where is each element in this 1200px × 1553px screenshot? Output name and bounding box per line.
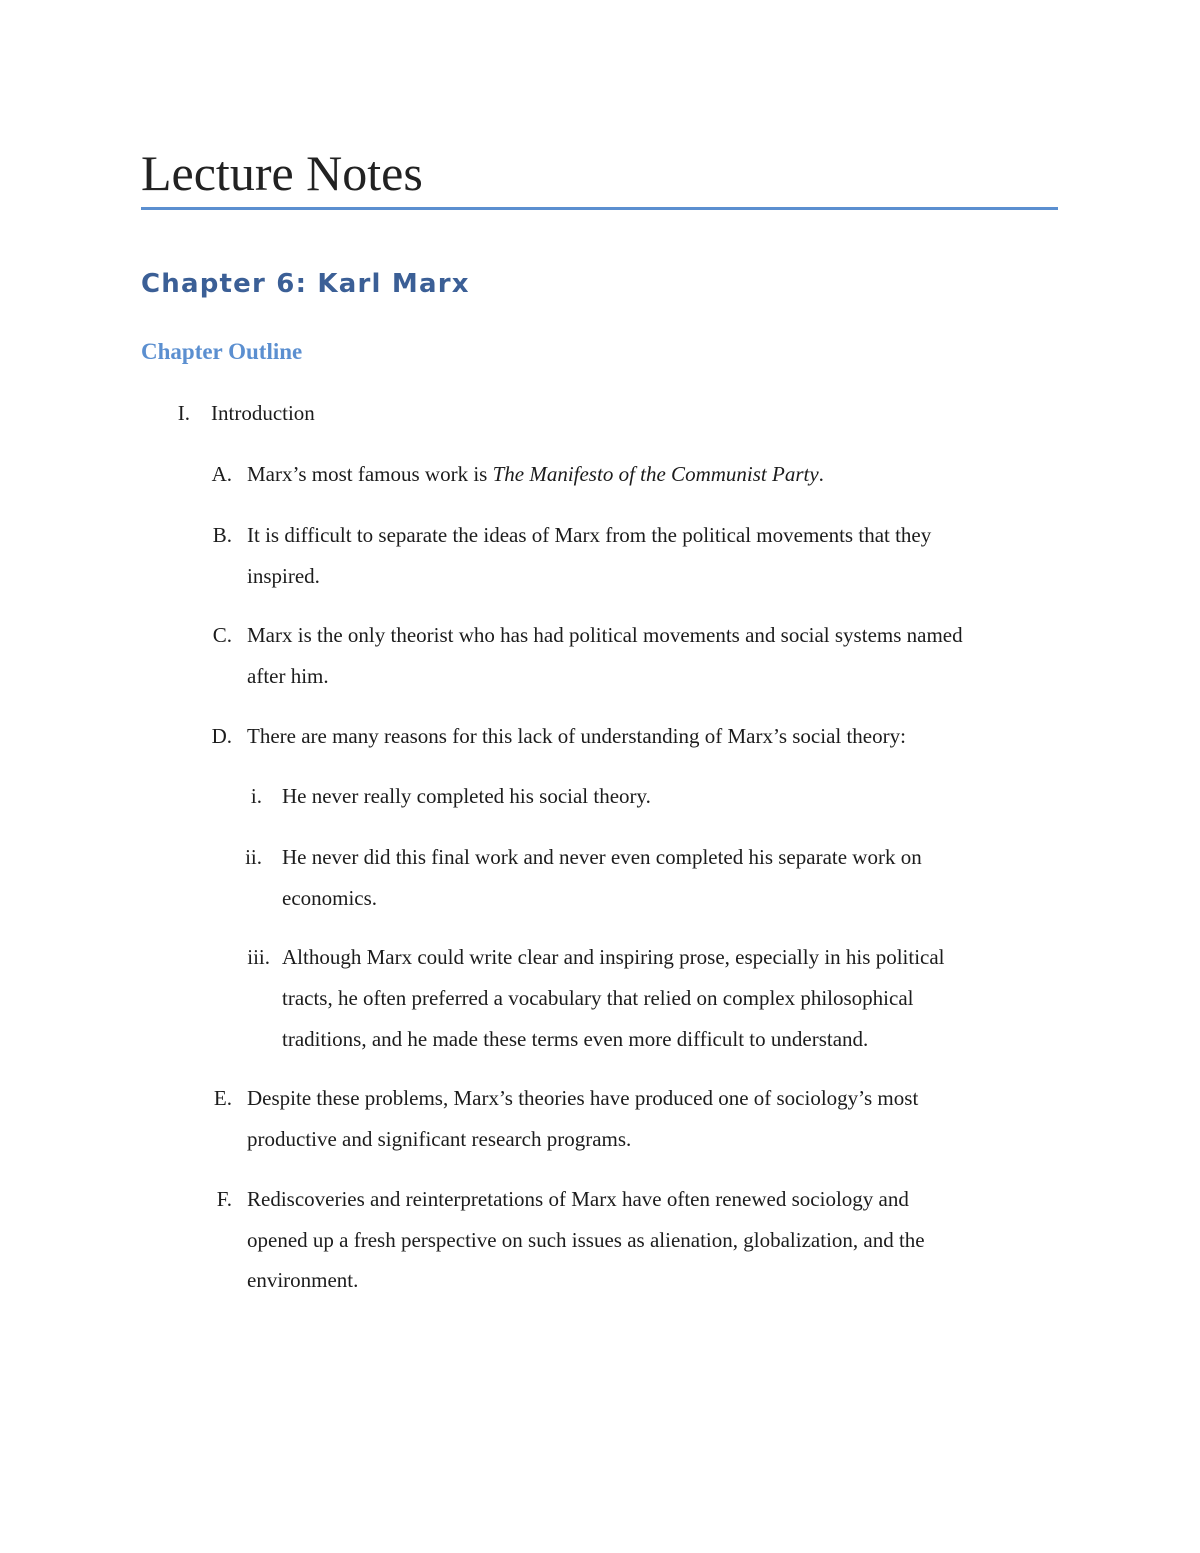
- list-marker-I: I.: [177, 401, 190, 425]
- list-marker-ii: ii.: [245, 845, 262, 869]
- list-marker-iii: iii.: [247, 945, 270, 969]
- chapter-title: Chapter 6: Karl Marx: [141, 269, 470, 299]
- item-E-line-2: productive and significant research programs.: [247, 1127, 632, 1151]
- section-I-text: Introduction: [211, 401, 315, 425]
- subitem-iii-line-1: Although Marx could write clear and inspiring prose, especially in his political: [282, 945, 945, 969]
- list-marker-D: D.: [211, 724, 232, 748]
- item-F-line-2: opened up a fresh perspective on such issues as alienation, globalization, and the: [247, 1228, 925, 1252]
- list-marker-B: B.: [212, 523, 232, 547]
- item-B-line-1: It is difficult to separate the ideas of Marx from the political movements that they: [247, 523, 932, 547]
- item-C-line-2: after him.: [247, 664, 329, 688]
- item-F-line-1: Rediscoveries and reinterpretations of Marx have often renewed sociology and: [247, 1187, 909, 1211]
- item-E-line-1: Despite these problems, Marx’s theories have produced one of sociology’s most: [247, 1086, 919, 1110]
- subitem-iii-line-2: tracts, he often preferred a vocabulary that relied on complex philosophical: [282, 986, 914, 1010]
- list-marker-F: F.: [216, 1187, 232, 1211]
- document-title: Lecture Notes: [141, 145, 423, 201]
- subitem-i-line-1: He never really completed his social theory.: [282, 784, 651, 808]
- item-A-work-title: The Manifesto of the Communist Party: [492, 462, 819, 486]
- item-A-text-before: Marx’s most famous work is: [247, 462, 493, 486]
- item-A-text: [247, 460, 824, 488]
- item-D-line-1: There are many reasons for this lack of understanding of Marx’s social theory:: [247, 724, 906, 748]
- subitem-iii-line-3: traditions, and he made these terms even more difficult to understand.: [282, 1027, 869, 1051]
- list-marker-C: C.: [212, 623, 232, 647]
- list-marker-E: E.: [213, 1086, 232, 1110]
- outline-heading: Chapter Outline: [141, 339, 303, 364]
- list-marker-A: A.: [211, 462, 232, 486]
- list-marker-i: i.: [250, 784, 262, 808]
- title-underline-rule: [141, 207, 1058, 210]
- subitem-ii-line-1: He never did this final work and never even completed his separate work on: [282, 845, 922, 869]
- item-A-text-after: .: [818, 462, 824, 486]
- item-F-line-3: environment.: [247, 1268, 359, 1292]
- item-B-line-2: inspired.: [247, 564, 320, 588]
- item-C-line-1: Marx is the only theorist who has had political movements and social systems named: [247, 623, 963, 647]
- subitem-ii-line-2: economics.: [282, 886, 378, 910]
